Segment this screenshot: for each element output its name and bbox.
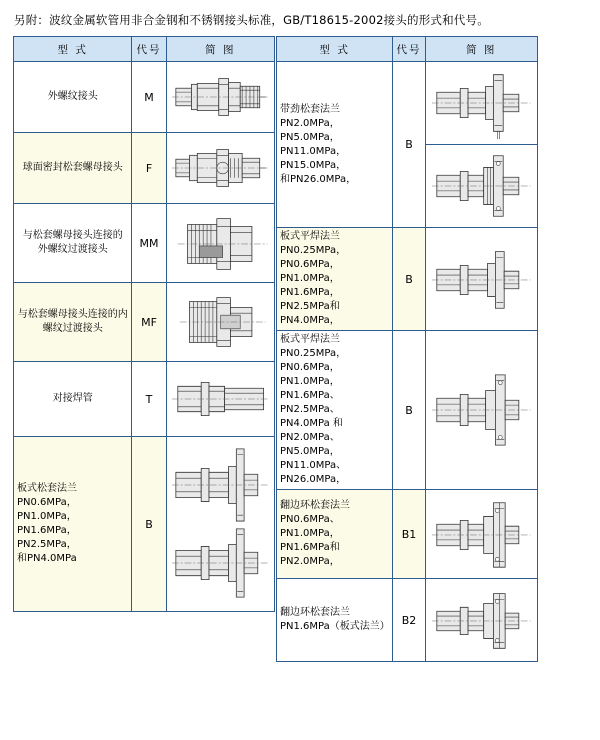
cell-figure [425, 228, 537, 331]
cell-figure [425, 331, 537, 490]
cell-code: MF [132, 283, 166, 362]
cell-figure [425, 490, 537, 579]
cell-type: 翻边环松套法兰 PN1.6MPa（板式法兰） [277, 579, 393, 662]
header-figure: 简 图 [166, 37, 274, 62]
right-spec-table [276, 36, 538, 662]
cell-figure [166, 362, 274, 437]
cell-code: B [132, 437, 166, 612]
header-type: 型 式 [277, 37, 393, 62]
male-thread-transition-figure [170, 206, 271, 280]
cell-type: 外螺纹接头 [14, 62, 132, 133]
cell-figure [166, 204, 274, 283]
cell-figure [425, 62, 537, 145]
right-table-header [277, 37, 538, 62]
cell-figure [425, 145, 537, 228]
ribbed-loose-flange-figure-2 [429, 147, 534, 225]
table-row [277, 331, 538, 490]
plate-flat-weld-flange-figure-2 [429, 360, 534, 460]
threaded-male-connector-figure [170, 64, 271, 130]
table-row [14, 133, 275, 204]
header-type: 型 式 [14, 37, 132, 62]
cell-code: B1 [393, 490, 425, 579]
cell-type: 对接焊管 [14, 362, 132, 437]
left-table-header [14, 37, 275, 62]
female-thread-transition-figure [170, 285, 271, 359]
table-row [14, 362, 275, 437]
lap-joint-flange-figure-2 [429, 581, 534, 659]
table-row [14, 204, 275, 283]
plate-flat-weld-flange-figure-1 [429, 239, 534, 319]
table-row [277, 579, 538, 662]
table-header-row [14, 37, 275, 62]
header-code: 代号 [132, 37, 166, 62]
cell-type: 球面密封松套螺母接头 [14, 133, 132, 204]
cell-code: B [393, 62, 425, 228]
cell-figure [166, 133, 274, 204]
cell-code: T [132, 362, 166, 437]
ribbed-loose-flange-figure-1 [429, 64, 534, 142]
table-header-row [277, 37, 538, 62]
cell-type: 与松套螺母接头连接的 外螺纹过渡接头 [14, 204, 132, 283]
cell-figure [425, 579, 537, 662]
lap-joint-flange-figure-1 [429, 492, 534, 576]
page-title: 另附：波纹金属软管用非合金钢和不锈钢接头标准，GB/T18615-2002接头的形式和代号。 [14, 13, 489, 27]
cell-type: 板式松套法兰 PN0.6MPa，PN1.0MPa， PN1.6MPa，PN2.5MPa， 和PN4.0MPa [14, 437, 132, 612]
cell-code: B [393, 228, 425, 331]
left-spec-table [13, 36, 275, 612]
cell-type: 带劲松套法兰 PN2.0MPa，PN5.0MPa， PN11.0MPa，PN15.0MPa， 和PN26.0MPa， [277, 62, 393, 228]
table-row [277, 490, 538, 579]
tables-container [0, 36, 600, 662]
cell-code: M [132, 62, 166, 133]
cell-code: B [393, 331, 425, 490]
cell-type: 板式平焊法兰 PN0.25MPa，PN0.6MPa， PN1.0MPa，PN1.6MPa， PN2.5MPa和PN4.0MPa， [277, 228, 393, 331]
header-figure: 简 图 [425, 37, 537, 62]
spherical-seal-union-nut-figure [170, 135, 271, 201]
cell-figure [166, 62, 274, 133]
cell-figure [166, 437, 274, 612]
table-row [14, 62, 275, 133]
cell-figure [166, 283, 274, 362]
table-row [14, 437, 275, 612]
cell-type: 与松套螺母接头连接的内 螺纹过渡接头 [14, 283, 132, 362]
header-code: 代号 [393, 37, 425, 62]
cell-type: 板式平焊法兰 PN0.25MPa，PN0.6MPa， PN1.0MPa，PN1.6MPa、 PN2.5MPa、PN4.0MPa 和 PN2.0MPa、PN5.0MPa， PN11.0MPa、PN26.0MPa， [277, 331, 393, 490]
table-row [277, 228, 538, 331]
plate-loose-flange-figure [170, 439, 271, 609]
cell-type: 翻边环松套法兰 PN0.6MPa、PN1.0MPa， PN1.6MPa和PN2.0MPa， [277, 490, 393, 579]
right-table-body [277, 62, 538, 662]
table-row [14, 283, 275, 362]
table-row [277, 62, 538, 145]
cell-code: B2 [393, 579, 425, 662]
cell-code: MM [132, 204, 166, 283]
cell-code: F [132, 133, 166, 204]
left-table-body [14, 62, 275, 612]
butt-weld-pipe-figure [170, 364, 271, 434]
